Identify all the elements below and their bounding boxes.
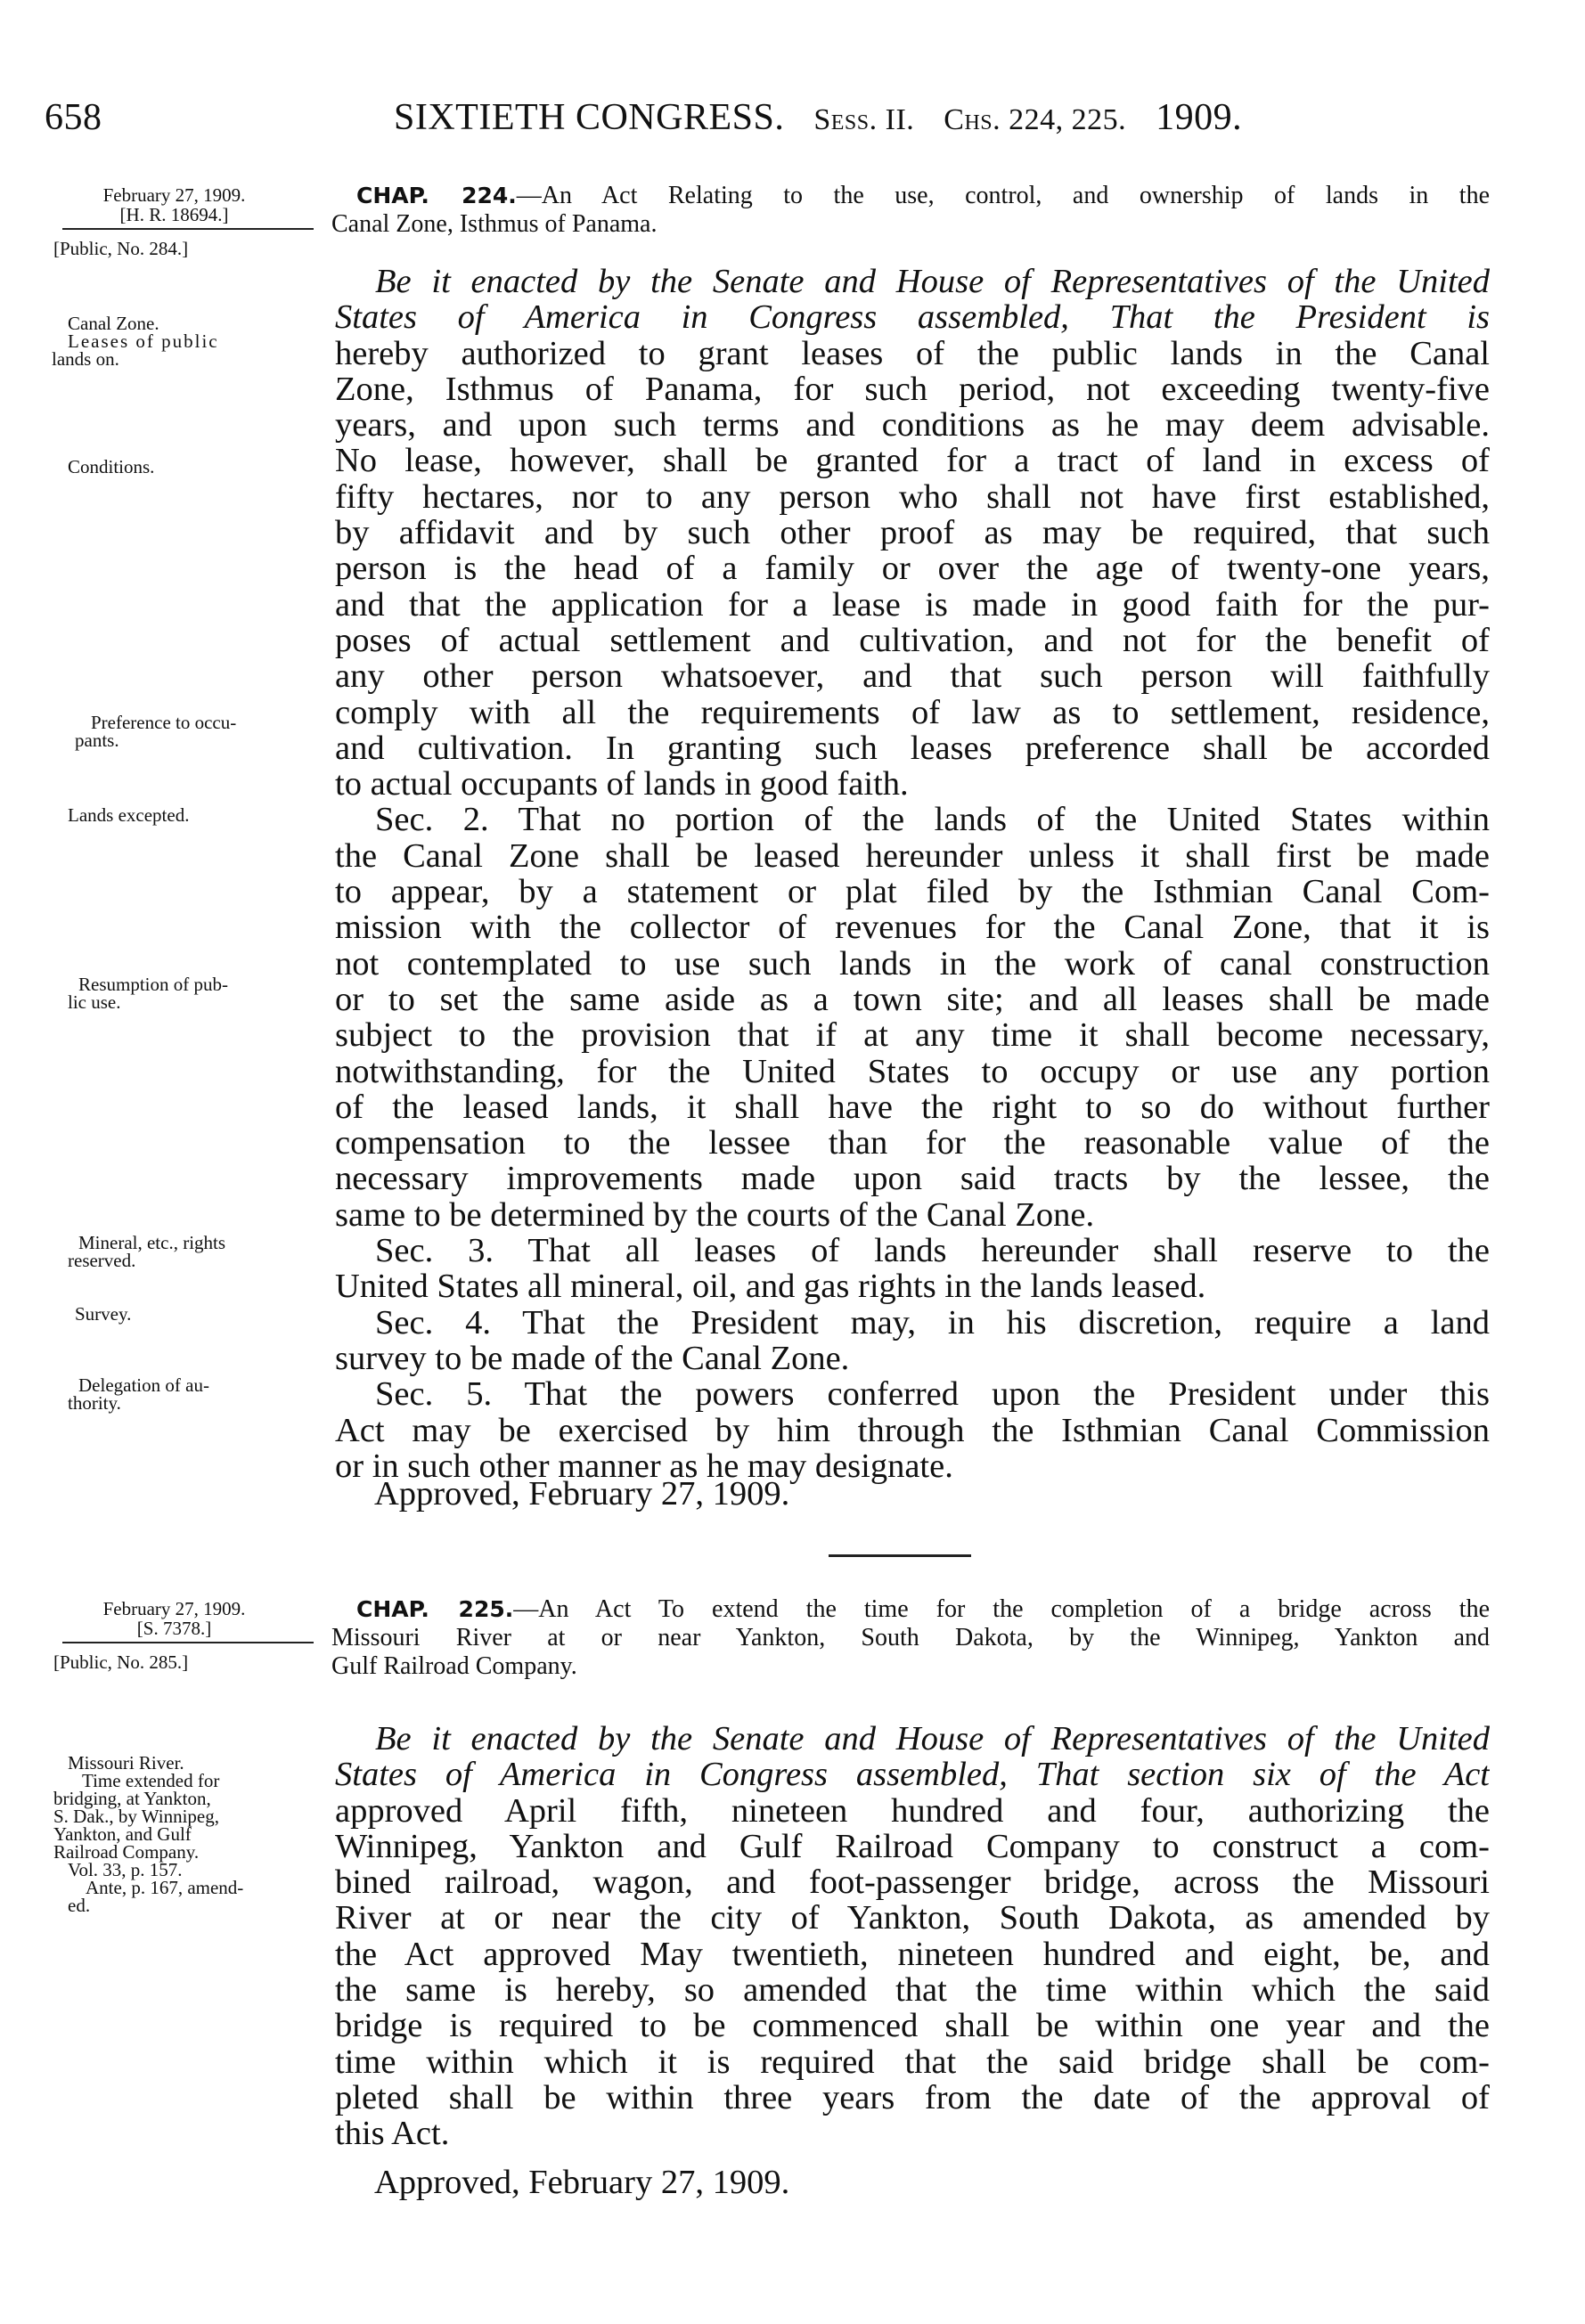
body-line: or in such other manner as he may designate. bbox=[335, 1447, 953, 1485]
chap-225-title-1: —An Act To extend the time for the completion of a bridge across the bbox=[513, 1595, 1490, 1623]
running-header bbox=[45, 96, 1417, 150]
body-line: survey to be made of the Canal Zone. bbox=[335, 1339, 850, 1377]
margin-lic-use: lic use. bbox=[68, 991, 121, 1013]
body-line: the Act approved May twentieth, nineteen hundred and eight, be, and bbox=[335, 1936, 1490, 1973]
margin-time-4: Yankton, and Gulf bbox=[53, 1823, 192, 1845]
chap-225-title-3: Gulf Railroad Company. bbox=[331, 1652, 577, 1680]
title-year: 1909. bbox=[1156, 97, 1243, 138]
margin-thority: thority. bbox=[68, 1392, 121, 1414]
title-congress: SIXTIETH CONGRESS. bbox=[394, 97, 785, 138]
body-line: bined railroad, wagon, and foot-passenger bridge, across the Missouri bbox=[335, 1864, 1490, 1901]
body-line: hereby authorized to grant leases of the public lands in the Canal bbox=[335, 335, 1490, 371]
margin-time-3: S. Dak., by Winnipeg, bbox=[53, 1806, 220, 1827]
margin-time-5: Railroad Company. bbox=[53, 1841, 200, 1863]
body-line: States of America in Congress assembled, That the President is bbox=[335, 299, 1490, 336]
body-line: Sec. 4. That the President may, in his discretion, require a land bbox=[375, 1304, 1490, 1341]
body-line: necessary improvements made upon said tracts by the lessee, the bbox=[335, 1161, 1490, 1197]
margin-survey: Survey. bbox=[75, 1303, 132, 1325]
chap-224-title-1: —An Act Relating to the use, control, and ownership of lands in the bbox=[516, 182, 1490, 209]
margin-leases: Leases of public bbox=[68, 330, 219, 352]
margin-time-2: bridging, at Yankton, bbox=[53, 1788, 211, 1809]
body-line: bridge is required to be commenced shall be within one year and the bbox=[335, 2008, 1490, 2044]
margin-date-224: February 27, 1909. bbox=[102, 184, 246, 206]
chap-224-label: CHAP. 224. bbox=[356, 183, 517, 208]
body-line: subject to the provision that if at any time it shall become necessary, bbox=[335, 1017, 1490, 1054]
body-line: Be it enacted by the Senate and House of Representatives of the United bbox=[375, 1721, 1490, 1757]
margin-time-1: Time extended for bbox=[82, 1770, 220, 1791]
margin-ante: Ante, p. 167, amend- bbox=[86, 1877, 244, 1898]
body-line: fifty hectares, nor to any person who shall not have first established, bbox=[335, 478, 1490, 516]
margin-conditions: Conditions. bbox=[68, 456, 155, 477]
chap-225-body bbox=[335, 1721, 1490, 2152]
body-line: Sec. 5. That the powers conferred upon the President under this bbox=[375, 1376, 1490, 1413]
approved-225: Approved, February 27, 1909. bbox=[374, 2164, 790, 2201]
body-line: and that the application for a lease is made in good faith for the pur- bbox=[335, 586, 1490, 623]
body-line: compensation to the lessee than for the reasonable value of the bbox=[335, 1125, 1490, 1162]
body-line: of the leased lands, it shall have the right to so do without further bbox=[335, 1089, 1490, 1126]
body-line: Sec. 2. That no portion of the lands of the United States within bbox=[375, 802, 1490, 838]
chap-224-title-2: Canal Zone, Isthmus of Panama. bbox=[331, 210, 658, 238]
margin-rule-224 bbox=[62, 228, 314, 230]
body-line: not contemplated to use such lands in the work of canal construction bbox=[335, 945, 1490, 982]
body-line: approved April fifth, nineteen hundred and four, authorizing the bbox=[335, 1792, 1490, 1829]
body-line: to appear, by a statement or plat filed by the Isthmian Canal Com- bbox=[335, 874, 1490, 910]
body-line: River at or near the city of Yankton, South Dakota, as amended by bbox=[335, 1900, 1490, 1937]
margin-ed: ed. bbox=[68, 1895, 91, 1916]
margin-bill-225: [S. 7378.] bbox=[136, 1618, 212, 1639]
body-line: pleted shall be within three years from the date of the approval of bbox=[335, 2079, 1490, 2116]
body-line: poses of actual settlement and cultivation, and not for the benefit of bbox=[335, 622, 1490, 659]
chap-224-body bbox=[335, 264, 1490, 1484]
body-line: this Act. bbox=[335, 2115, 450, 2153]
body-line: Winnipeg, Yankton and Gulf Railroad Company to construct a com- bbox=[335, 1828, 1490, 1865]
body-line: United States all mineral, oil, and gas rights in the lands leased. bbox=[335, 1268, 1206, 1306]
body-line: mission with the collector of revenues for the Canal Zone, that it is bbox=[335, 909, 1490, 946]
title-session: Sess. II. bbox=[813, 103, 915, 136]
margin-date-225: February 27, 1909. bbox=[102, 1598, 246, 1619]
body-line: Sec. 3. That all leases of lands hereunder shall reserve to the bbox=[375, 1233, 1490, 1269]
margin-public-224: [Public, No. 284.] bbox=[53, 238, 189, 259]
body-line: and cultivation. In granting such leases preference shall be accorded bbox=[335, 730, 1490, 767]
chap-225-title-2: Missouri River at or near Yankton, South Dakota, by the Winnipeg, Yankton and bbox=[331, 1624, 1490, 1651]
chap-225-heading bbox=[331, 1595, 1490, 1681]
margin-lands-on: lands on. bbox=[52, 348, 119, 370]
body-line: notwithstanding, for the United States to occupy or use any portion bbox=[335, 1053, 1490, 1089]
margin-reserved: reserved. bbox=[68, 1250, 136, 1271]
margin-missouri: Missouri River. bbox=[68, 1752, 184, 1774]
body-line: Zone, Isthmus of Panama, for such period, not exceeding twenty-five bbox=[335, 371, 1490, 408]
margin-preference: Preference to occu- bbox=[91, 712, 237, 733]
running-title bbox=[394, 96, 1242, 139]
chapter-divider bbox=[829, 1554, 971, 1557]
title-chapters: Chs. 224, 225. bbox=[944, 103, 1127, 136]
body-line: by affidavit and by such other proof as may be required, that such bbox=[335, 515, 1490, 551]
approved-224: Approved, February 27, 1909. bbox=[374, 1475, 790, 1513]
body-line: same to be determined by the courts of the Canal Zone. bbox=[335, 1195, 1095, 1234]
body-line: any other person whatsoever, and that such person will faithfully bbox=[335, 658, 1490, 695]
body-line: to actual occupants of lands in good faith. bbox=[335, 765, 909, 803]
chap-224-heading bbox=[331, 182, 1490, 239]
margin-resumption: Resumption of pub- bbox=[78, 974, 228, 995]
body-line: the same is hereby, so amended that the time within which the said bbox=[335, 1972, 1490, 2009]
body-line: States of America in Congress assembled, That section six of the Act bbox=[335, 1757, 1490, 1793]
margin-mineral: Mineral, etc., rights bbox=[78, 1232, 226, 1253]
body-line: the Canal Zone shall be leased hereunder unless it shall first be made bbox=[335, 837, 1490, 875]
page-number: 658 bbox=[45, 97, 102, 138]
body-line: person is the head of a family or over the age of twenty-one years, bbox=[335, 550, 1490, 587]
margin-rule-225 bbox=[62, 1642, 314, 1643]
body-line: Act may be exercised by him through the Isthmian Canal Commission bbox=[335, 1412, 1490, 1448]
margin-vol: Vol. 33, p. 157. bbox=[68, 1859, 183, 1880]
margin-pants: pants. bbox=[75, 730, 119, 751]
margin-canal-zone: Canal Zone. bbox=[68, 313, 159, 334]
margin-bill-224: [H. R. 18694.] bbox=[119, 204, 229, 225]
body-line: comply with all the requirements of law as to settlement, residence, bbox=[335, 694, 1490, 730]
margin-delegation: Delegation of au- bbox=[78, 1374, 209, 1396]
margin-lands-excepted: Lands excepted. bbox=[68, 804, 190, 826]
body-line: or to set the same aside as a town site; and all leases shall be made bbox=[335, 981, 1490, 1018]
body-line: No lease, however, shall be granted for a tract of land in excess of bbox=[335, 443, 1490, 479]
chap-225-label: CHAP. 225. bbox=[356, 1596, 514, 1622]
margin-public-225: [Public, No. 285.] bbox=[53, 1651, 189, 1673]
body-line: time within which it is required that the said bridge shall be com- bbox=[335, 2043, 1490, 2080]
body-line: years, and upon such terms and conditions as he may deem advisable. bbox=[335, 407, 1490, 444]
body-line: Be it enacted by the Senate and House of Representatives of the United bbox=[375, 264, 1490, 300]
